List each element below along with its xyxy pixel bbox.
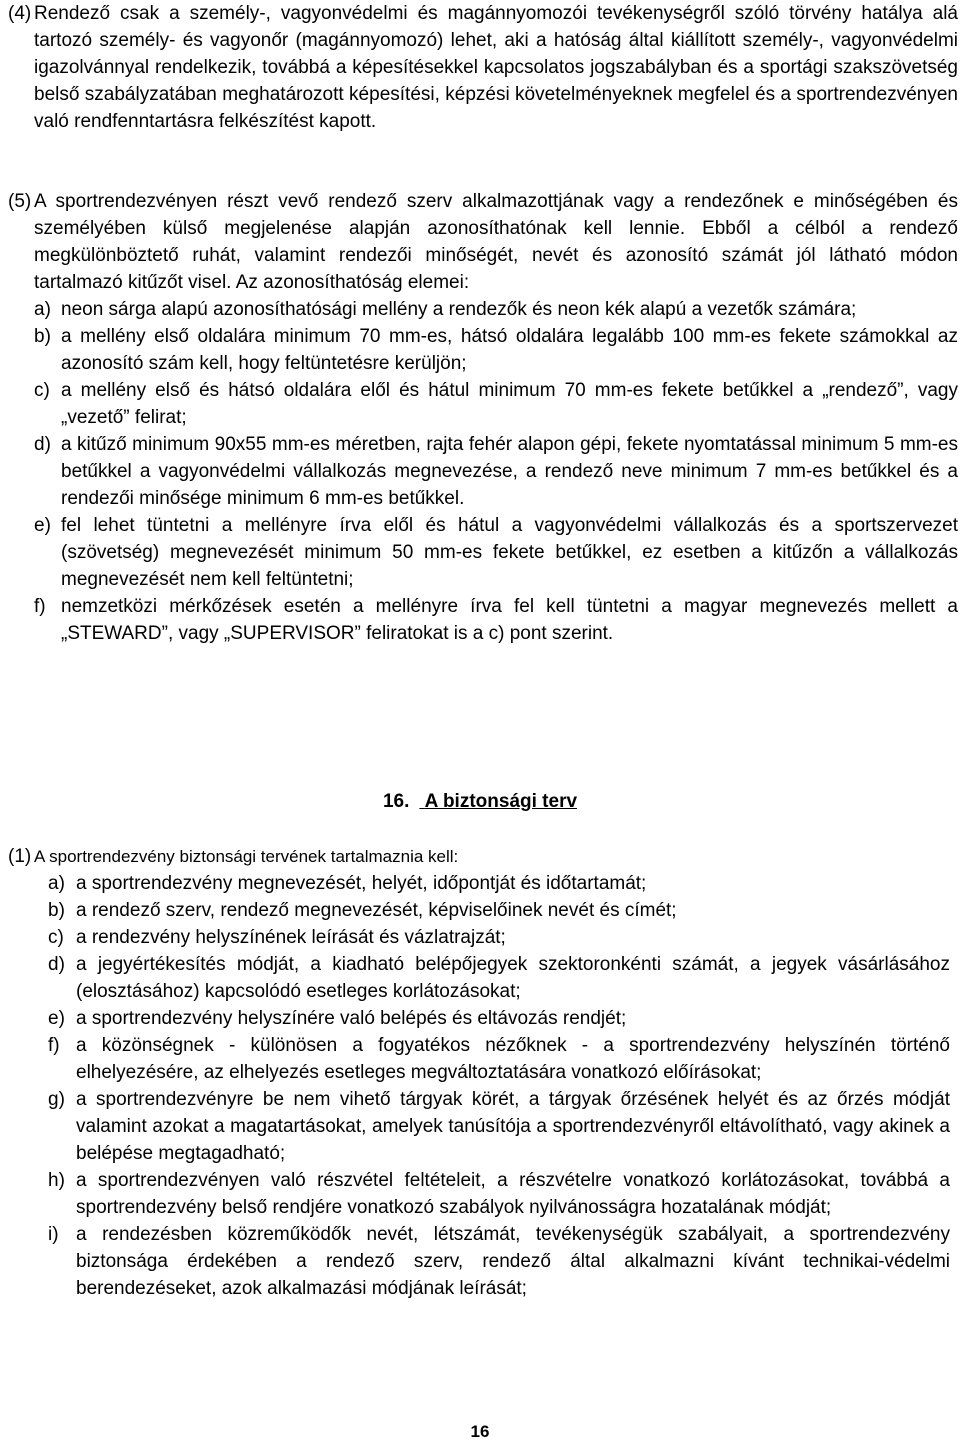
list-item-text: a jegyértékesítés módját, a kiadható belépőjegyek szektoronkénti számát, a jegyek vásárlásához (elosztásához) kapcsolódó esetleges korlátozásokat;: [76, 954, 950, 1002]
list-item: [48, 1221, 950, 1302]
list-item-text: fel lehet tüntetni a mellényre írva elől és hátul a vagyonvédelmi vállalkozás és a sportszervezet (szövetség) megnevezését minimum 50 mm-es fekete betűkkel, ez esetben a kitűzőn a vállalkozás megnevezését nem kell feltüntetni;: [61, 515, 958, 590]
page-number: 16: [470, 1422, 490, 1441]
list-item: [48, 1005, 950, 1032]
list-item: [48, 924, 950, 951]
list-item: [48, 1086, 950, 1167]
paragraph-text: A sportrendezvényen részt vevő rendező szerv alkalmazottjának vagy a rendezőnek e minőségében és személyében külső megjelenése alapján azonosíthatónak kell lennie. Ebből a célból a rendező megkülönböztető ruhát, valamint rendezői minőségét, nevét és azonosító számát jól látható módon tartalmazó kitűzőt visel. Az azonosíthatóság elemei:: [34, 191, 958, 293]
list-item: [48, 1167, 950, 1221]
list-item: [34, 296, 958, 323]
list-item-text: a kitűző minimum 90x55 mm-es méretben, rajta fehér alapon gépi, fekete nyomtatással minimum 5 mm-es betűkkel a vagyonvédelmi vállalkozás megnevezése, a rendező neve minimum 7 mm-es betűkkel és a rendezői minősége minimum 6 mm-es betűkkel.: [61, 434, 958, 509]
list-item-label: c): [48, 927, 64, 948]
list-item: [34, 323, 958, 377]
list-item-text: nemzetközi mérkőzések esetén a mellényre írva fel kell tüntetni a magyar megnevezés mellett a „STEWARD”, vagy „SUPERVISOR” feliratokat is a c) pont szerint.: [61, 596, 958, 644]
list-item-label: b): [34, 326, 51, 347]
section-lead: [8, 843, 950, 870]
section-title: A biztonsági terv: [424, 791, 578, 812]
list-item: [34, 512, 958, 593]
list-item: [34, 377, 958, 431]
security-plan-list: [48, 870, 950, 1302]
paragraph-4: [8, 0, 958, 135]
list-item-text: a rendezvény helyszínének leírását és vázlatrajzát;: [76, 927, 506, 948]
paragraph-number: (5): [8, 191, 32, 212]
list-item: [48, 897, 950, 924]
list-item-label: e): [48, 1008, 65, 1029]
list-item-label: f): [48, 1035, 60, 1056]
list-item-text: neon sárga alapú azonosíthatósági mellény a rendezők és neon kék alapú a vezetők számára;: [61, 299, 857, 320]
list-item-text: a rendezésben közreműködők nevét, létszámát, tevékenységük szabályait, a sportrendezvény biztonsága érdekében a rendező szerv, rendező által alkalmazni kívánt technikai-védelmi berendezéseket, azok alkalmazási módjának leírását;: [76, 1224, 950, 1299]
list-item: [48, 1032, 950, 1086]
list-item-label: b): [48, 900, 65, 921]
list-item-text: a sportrendezvény helyszínére való belépés és eltávozás rendjét;: [76, 1008, 627, 1029]
section-heading: [0, 788, 960, 815]
list-item-text: a mellény első és hátsó oldalára elől és hátul minimum 70 mm-es fekete betűkkel a „rendező”, vagy „vezető” felirat;: [61, 380, 958, 428]
list-item-text: a közönségnek - különösen a fogyatékos nézőknek - a sportrendezvény helyszínén történő elhelyezésére, az elhelyezés esetleges megváltoztatására vonatkozó előírásokat;: [76, 1035, 950, 1083]
list-item-label: a): [34, 299, 51, 320]
list-item-text: a sportrendezvényen való részvétel feltételeit, a részvételre vonatkozó korlátozásokat, továbbá a sportrendezvény belső rendjére vonatkozó szabályok nyilvánosságra hozatalának módját;: [76, 1170, 950, 1218]
list-item-text: a sportrendezvény megnevezését, helyét, időpontját és időtartamát;: [76, 873, 647, 894]
list-item-label: e): [34, 515, 51, 536]
list-item-label: a): [48, 873, 65, 894]
paragraph-number: (4): [8, 3, 32, 24]
list-item-text: a mellény első oldalára minimum 70 mm-es, hátsó oldalára legalább 100 mm-es fekete számokkal az azonosító szám kell, hogy feltüntetésre kerüljön;: [61, 326, 958, 374]
list-item-label: h): [48, 1170, 65, 1191]
identification-elements-list: [34, 296, 958, 647]
list-item: [48, 870, 950, 897]
lead-text: A sportrendezvény biztonsági tervének tartalmaznia kell:: [34, 847, 459, 866]
list-item-text: a rendező szerv, rendező megnevezését, képviselőinek nevét és címét;: [76, 900, 677, 921]
paragraph-number: (1): [8, 846, 32, 867]
list-item-label: c): [34, 380, 50, 401]
list-item: [34, 593, 958, 647]
paragraph-5: [8, 188, 958, 647]
list-item-label: d): [34, 434, 51, 455]
list-item: [48, 951, 950, 1005]
paragraph-text: Rendező csak a személy-, vagyonvédelmi és magánnyomozói tevékenységről szóló törvény hatálya alá tartozó személy- és vagyonőr (magánnyomozó) lehet, aki a hatóság által kiállított személy-, vagyonvédelmi igazolvánnyal rendelkezik, továbbá a képesítésekkel kapcsolatos jogszabályban és a sportági szakszövetség belső szabályzatában meghatározott képesítési, képzési követelményeknek megfelel és a sportrendezvényen való rendfenntartásra felkészítést kapott.: [34, 3, 958, 132]
list-item-label: f): [34, 596, 46, 617]
section-number: 16.: [382, 791, 410, 812]
section-16-body: [8, 843, 950, 1302]
list-item-label: i): [48, 1224, 59, 1245]
list-item: [34, 431, 958, 512]
list-item-text: a sportrendezvényre be nem vihető tárgyak körét, a tárgyak őrzésének helyét és az őrzés módját valamint azokat a magatartásokat, amelyek tanúsítója a sportrendezvényről eltávolítható, vagy akinek a belépése megtagadható;: [76, 1089, 950, 1164]
list-item-label: d): [48, 954, 65, 975]
list-item-label: g): [48, 1089, 65, 1110]
